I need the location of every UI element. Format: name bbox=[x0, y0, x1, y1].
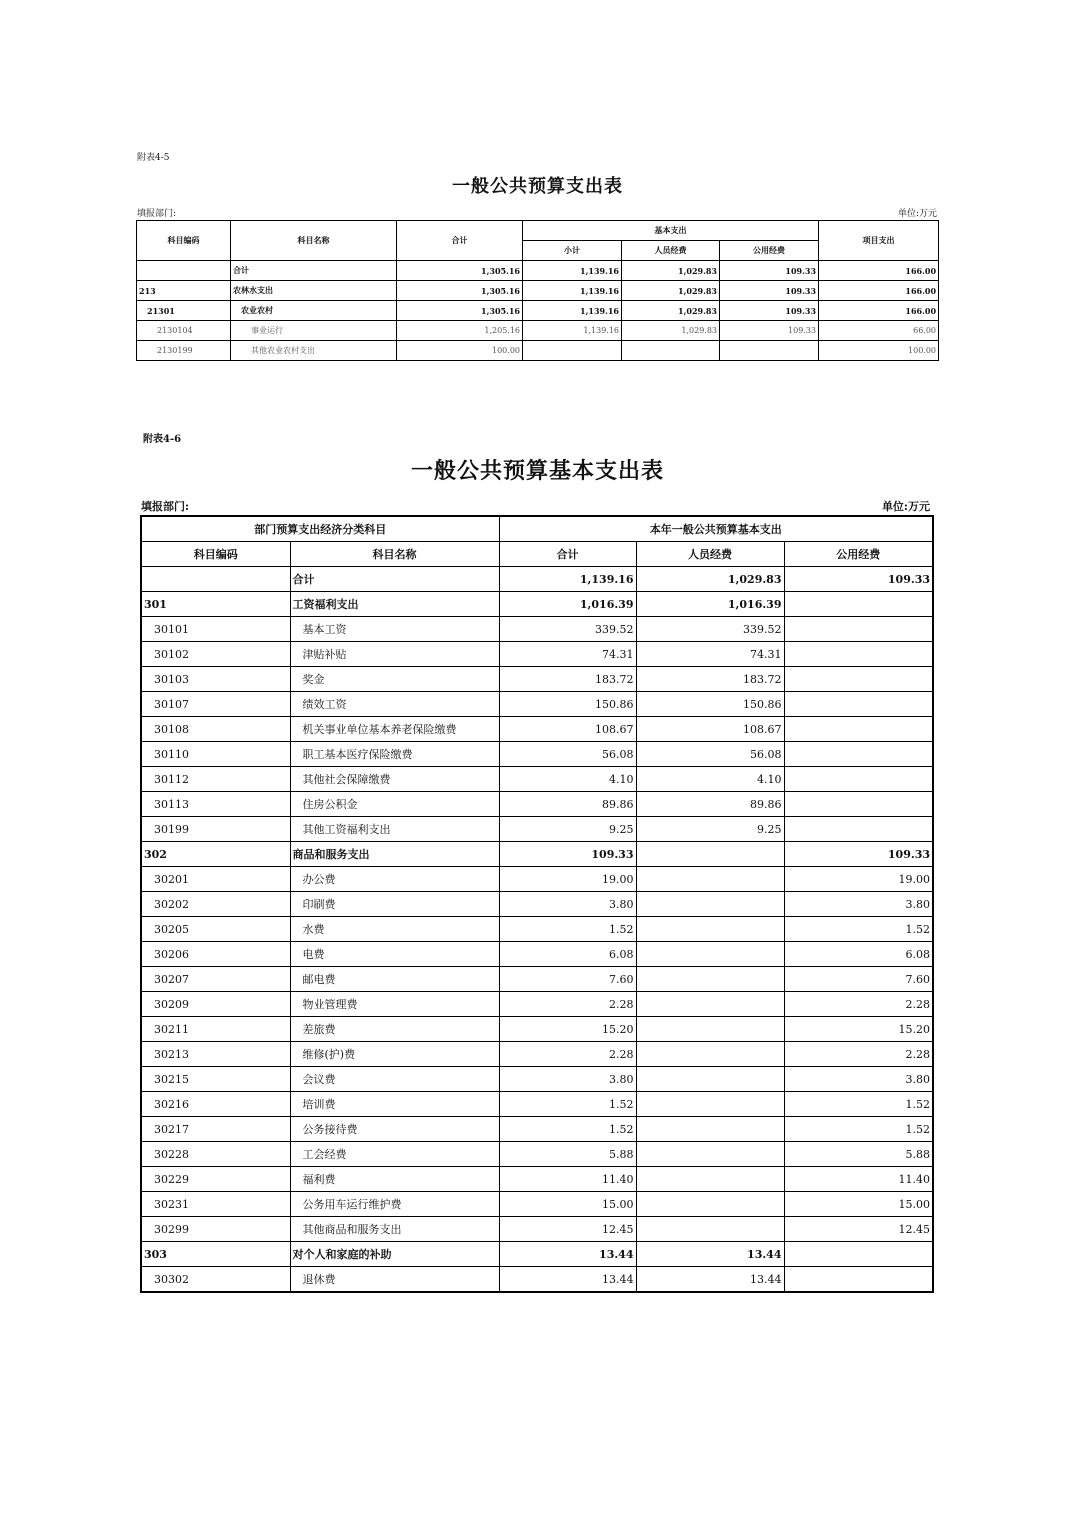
header-personnel: 人员经费 bbox=[636, 542, 784, 567]
cell-personnel bbox=[636, 867, 784, 892]
cell-code: 30113 bbox=[141, 792, 290, 817]
cell-name: 电费 bbox=[290, 942, 499, 967]
header-basic: 基本支出 bbox=[523, 221, 819, 241]
table2-title: 一般公共预算基本支出表 bbox=[410, 458, 664, 484]
table-row bbox=[141, 717, 933, 742]
cell-personnel: 56.08 bbox=[636, 742, 784, 767]
cell-code: 30229 bbox=[141, 1167, 290, 1192]
cell-public bbox=[784, 1267, 933, 1293]
table-row bbox=[137, 301, 939, 321]
cell-name: 福利费 bbox=[290, 1167, 499, 1192]
cell-name: 水费 bbox=[290, 917, 499, 942]
table-row bbox=[137, 341, 939, 361]
cell-public bbox=[784, 767, 933, 792]
cell-name: 商品和服务支出 bbox=[290, 842, 499, 867]
cell-public bbox=[784, 742, 933, 767]
cell-name: 津贴补贴 bbox=[290, 642, 499, 667]
cell-personnel: 13.44 bbox=[636, 1267, 784, 1293]
cell-code: 30108 bbox=[141, 717, 290, 742]
table-row bbox=[141, 592, 933, 617]
cell-code: 30217 bbox=[141, 1117, 290, 1142]
cell-total: 339.52 bbox=[499, 617, 636, 642]
cell-personnel: 9.25 bbox=[636, 817, 784, 842]
table-row bbox=[137, 261, 939, 281]
table1-dept-label: 填报部门: bbox=[137, 209, 177, 219]
cell-subtotal: 1,139.16 bbox=[523, 261, 622, 281]
cell-personnel: 108.67 bbox=[636, 717, 784, 742]
cell-total: 15.20 bbox=[499, 1017, 636, 1042]
cell-name: 住房公积金 bbox=[290, 792, 499, 817]
cell-public: 109.33 bbox=[720, 261, 819, 281]
cell-public: 1.52 bbox=[784, 1092, 933, 1117]
cell-total: 150.86 bbox=[499, 692, 636, 717]
table-row bbox=[141, 1042, 933, 1067]
table-row bbox=[141, 1142, 933, 1167]
cell-personnel: 1,029.83 bbox=[622, 321, 720, 341]
cell-total: 2.28 bbox=[499, 992, 636, 1017]
cell-personnel bbox=[636, 917, 784, 942]
table-row bbox=[141, 642, 933, 667]
cell-total: 9.25 bbox=[499, 817, 636, 842]
cell-personnel bbox=[636, 1167, 784, 1192]
cell-public bbox=[784, 592, 933, 617]
cell-name: 农林水支出 bbox=[231, 281, 397, 301]
cell-total: 11.40 bbox=[499, 1167, 636, 1192]
cell-personnel bbox=[636, 992, 784, 1017]
table-row bbox=[141, 942, 933, 967]
cell-name: 事业运行 bbox=[231, 321, 397, 341]
cell-code: 30216 bbox=[141, 1092, 290, 1117]
cell-name: 其他农业农村支出 bbox=[231, 341, 397, 361]
table-row bbox=[141, 967, 933, 992]
cell-code: 30302 bbox=[141, 1267, 290, 1293]
cell-project: 166.00 bbox=[819, 281, 939, 301]
table-row bbox=[137, 281, 939, 301]
cell-name: 公务用车运行维护费 bbox=[290, 1192, 499, 1217]
cell-personnel: 1,016.39 bbox=[636, 592, 784, 617]
cell-name: 合计 bbox=[231, 261, 397, 281]
cell-public: 19.00 bbox=[784, 867, 933, 892]
cell-name: 奖金 bbox=[290, 667, 499, 692]
cell-public: 109.33 bbox=[720, 281, 819, 301]
header-total: 合计 bbox=[499, 542, 636, 567]
cell-name: 职工基本医疗保险缴费 bbox=[290, 742, 499, 767]
cell-code: 30101 bbox=[141, 617, 290, 642]
cell-total: 13.44 bbox=[499, 1242, 636, 1267]
cell-public bbox=[784, 1242, 933, 1267]
cell-name: 办公费 bbox=[290, 867, 499, 892]
cell-public: 1.52 bbox=[784, 1117, 933, 1142]
table2-dept-label: 填报部门: bbox=[141, 500, 190, 513]
cell-name: 其他商品和服务支出 bbox=[290, 1217, 499, 1242]
header-name: 科目名称 bbox=[290, 542, 499, 567]
cell-personnel bbox=[636, 1142, 784, 1167]
cell-personnel bbox=[636, 942, 784, 967]
cell-name: 对个人和家庭的补助 bbox=[290, 1242, 499, 1267]
cell-code: 30199 bbox=[141, 817, 290, 842]
cell-project: 166.00 bbox=[819, 301, 939, 321]
table-row bbox=[141, 1267, 933, 1293]
cell-public: 5.88 bbox=[784, 1142, 933, 1167]
cell-name: 会议费 bbox=[290, 1067, 499, 1092]
cell-personnel: 13.44 bbox=[636, 1242, 784, 1267]
table-row bbox=[141, 992, 933, 1017]
cell-total: 4.10 bbox=[499, 767, 636, 792]
cell-personnel: 4.10 bbox=[636, 767, 784, 792]
cell-project: 166.00 bbox=[819, 261, 939, 281]
table-row bbox=[141, 767, 933, 792]
header-public: 公用经费 bbox=[784, 542, 933, 567]
cell-code: 30107 bbox=[141, 692, 290, 717]
cell-code: 30112 bbox=[141, 767, 290, 792]
header-code: 科目编码 bbox=[137, 221, 231, 261]
cell-total: 1,305.16 bbox=[397, 281, 523, 301]
cell-total: 3.80 bbox=[499, 1067, 636, 1092]
cell-code: 30207 bbox=[141, 967, 290, 992]
table-row bbox=[141, 667, 933, 692]
header-total: 合计 bbox=[397, 221, 523, 261]
cell-total: 5.88 bbox=[499, 1142, 636, 1167]
cell-name: 其他社会保障缴费 bbox=[290, 767, 499, 792]
cell-personnel bbox=[636, 1117, 784, 1142]
cell-name: 机关事业单位基本养老保险缴费 bbox=[290, 717, 499, 742]
cell-personnel bbox=[636, 1042, 784, 1067]
cell-code: 213 bbox=[137, 281, 231, 301]
cell-total: 1,305.16 bbox=[397, 301, 523, 321]
cell-name: 退休费 bbox=[290, 1267, 499, 1293]
cell-personnel bbox=[636, 1192, 784, 1217]
table2-label: 附表4-6 bbox=[143, 434, 182, 445]
header-project: 项目支出 bbox=[819, 221, 939, 261]
cell-name: 合计 bbox=[290, 567, 499, 592]
header-subtotal: 小计 bbox=[523, 241, 622, 261]
table-row bbox=[141, 1117, 933, 1142]
cell-public: 15.20 bbox=[784, 1017, 933, 1042]
cell-name: 物业管理费 bbox=[290, 992, 499, 1017]
cell-personnel: 150.86 bbox=[636, 692, 784, 717]
cell-total: 15.00 bbox=[499, 1192, 636, 1217]
cell-public: 109.33 bbox=[784, 567, 933, 592]
cell-public: 109.33 bbox=[720, 301, 819, 321]
cell-public: 109.33 bbox=[784, 842, 933, 867]
cell-public: 2.28 bbox=[784, 992, 933, 1017]
cell-personnel: 339.52 bbox=[636, 617, 784, 642]
cell-public: 11.40 bbox=[784, 1167, 933, 1192]
cell-name: 工会经费 bbox=[290, 1142, 499, 1167]
cell-public bbox=[784, 667, 933, 692]
cell-project: 66.00 bbox=[819, 321, 939, 341]
cell-total: 1,305.16 bbox=[397, 261, 523, 281]
cell-total: 89.86 bbox=[499, 792, 636, 817]
cell-code: 30110 bbox=[141, 742, 290, 767]
cell-personnel: 89.86 bbox=[636, 792, 784, 817]
cell-public bbox=[784, 792, 933, 817]
cell-name: 邮电费 bbox=[290, 967, 499, 992]
table-row bbox=[141, 842, 933, 867]
cell-code: 30213 bbox=[141, 1042, 290, 1067]
cell-personnel bbox=[636, 842, 784, 867]
table-row bbox=[141, 567, 933, 592]
cell-code: 2130199 bbox=[137, 341, 231, 361]
basic-expenditure-table bbox=[140, 515, 934, 1293]
table-row bbox=[141, 817, 933, 842]
cell-total: 109.33 bbox=[499, 842, 636, 867]
cell-public bbox=[784, 717, 933, 742]
cell-personnel bbox=[636, 967, 784, 992]
cell-name: 农业农村 bbox=[231, 301, 397, 321]
cell-code: 30209 bbox=[141, 992, 290, 1017]
table-row bbox=[141, 1242, 933, 1267]
cell-personnel: 74.31 bbox=[636, 642, 784, 667]
table-row bbox=[141, 1092, 933, 1117]
cell-total: 56.08 bbox=[499, 742, 636, 767]
cell-total: 1,016.39 bbox=[499, 592, 636, 617]
cell-public: 3.80 bbox=[784, 1067, 933, 1092]
cell-total: 74.31 bbox=[499, 642, 636, 667]
cell-total: 7.60 bbox=[499, 967, 636, 992]
cell-total: 183.72 bbox=[499, 667, 636, 692]
table-row bbox=[141, 867, 933, 892]
cell-total: 1.52 bbox=[499, 1117, 636, 1142]
cell-total: 108.67 bbox=[499, 717, 636, 742]
table-row bbox=[141, 617, 933, 642]
cell-total: 2.28 bbox=[499, 1042, 636, 1067]
cell-code: 303 bbox=[141, 1242, 290, 1267]
header-code: 科目编码 bbox=[141, 542, 290, 567]
cell-personnel bbox=[636, 1217, 784, 1242]
cell-total: 13.44 bbox=[499, 1267, 636, 1293]
cell-code bbox=[141, 567, 290, 592]
cell-name: 维修(护)费 bbox=[290, 1042, 499, 1067]
cell-total: 1.52 bbox=[499, 917, 636, 942]
cell-public: 109.33 bbox=[720, 321, 819, 341]
cell-code: 30205 bbox=[141, 917, 290, 942]
cell-name: 公务接待费 bbox=[290, 1117, 499, 1142]
cell-personnel bbox=[636, 1067, 784, 1092]
table-row bbox=[141, 1067, 933, 1092]
table-row bbox=[141, 1192, 933, 1217]
cell-name: 培训费 bbox=[290, 1092, 499, 1117]
table1-title: 一般公共预算支出表 bbox=[452, 176, 623, 197]
cell-code: 21301 bbox=[137, 301, 231, 321]
table-row bbox=[141, 792, 933, 817]
cell-code: 30103 bbox=[141, 667, 290, 692]
table-row bbox=[141, 1017, 933, 1042]
cell-personnel bbox=[636, 1017, 784, 1042]
header-name: 科目名称 bbox=[231, 221, 397, 261]
cell-public: 1.52 bbox=[784, 917, 933, 942]
cell-personnel: 1,029.83 bbox=[622, 261, 720, 281]
cell-total: 100.00 bbox=[397, 341, 523, 361]
table1-label: 附表4-5 bbox=[137, 153, 170, 163]
cell-code: 30206 bbox=[141, 942, 290, 967]
table-row bbox=[141, 1167, 933, 1192]
table-row bbox=[141, 917, 933, 942]
table-row bbox=[137, 321, 939, 341]
cell-total: 3.80 bbox=[499, 892, 636, 917]
cell-personnel: 1,029.83 bbox=[636, 567, 784, 592]
cell-public: 12.45 bbox=[784, 1217, 933, 1242]
cell-code: 30215 bbox=[141, 1067, 290, 1092]
cell-public: 6.08 bbox=[784, 942, 933, 967]
table-row bbox=[141, 1217, 933, 1242]
table1-unit-label: 单位:万元 bbox=[897, 209, 937, 219]
cell-total: 1,205.16 bbox=[397, 321, 523, 341]
cell-public bbox=[784, 642, 933, 667]
cell-public bbox=[784, 617, 933, 642]
table-row bbox=[141, 742, 933, 767]
cell-name: 印刷费 bbox=[290, 892, 499, 917]
budget-expenditure-table bbox=[136, 220, 939, 361]
cell-code: 302 bbox=[141, 842, 290, 867]
cell-subtotal: 1,139.16 bbox=[523, 301, 622, 321]
header-public: 公用经费 bbox=[720, 241, 819, 261]
cell-name: 其他工资福利支出 bbox=[290, 817, 499, 842]
cell-name: 工资福利支出 bbox=[290, 592, 499, 617]
cell-public bbox=[784, 817, 933, 842]
table-row bbox=[141, 892, 933, 917]
cell-public bbox=[784, 692, 933, 717]
cell-subtotal bbox=[523, 341, 622, 361]
cell-total: 1,139.16 bbox=[499, 567, 636, 592]
cell-personnel bbox=[636, 1092, 784, 1117]
cell-total: 12.45 bbox=[499, 1217, 636, 1242]
cell-personnel: 1,029.83 bbox=[622, 301, 720, 321]
cell-name: 绩效工资 bbox=[290, 692, 499, 717]
cell-code: 30102 bbox=[141, 642, 290, 667]
table-row bbox=[141, 692, 933, 717]
cell-subtotal: 1,139.16 bbox=[523, 321, 622, 341]
table2-unit-label: 单位:万元 bbox=[881, 500, 930, 513]
header-group-right: 本年一般公共预算基本支出 bbox=[499, 516, 933, 542]
cell-code: 301 bbox=[141, 592, 290, 617]
cell-project: 100.00 bbox=[819, 341, 939, 361]
cell-public bbox=[720, 341, 819, 361]
cell-code bbox=[137, 261, 231, 281]
cell-total: 1.52 bbox=[499, 1092, 636, 1117]
header-personnel: 人员经费 bbox=[622, 241, 720, 261]
cell-public: 7.60 bbox=[784, 967, 933, 992]
cell-code: 30231 bbox=[141, 1192, 290, 1217]
cell-personnel bbox=[636, 892, 784, 917]
cell-public: 15.00 bbox=[784, 1192, 933, 1217]
cell-personnel: 183.72 bbox=[636, 667, 784, 692]
cell-name: 差旅费 bbox=[290, 1017, 499, 1042]
cell-code: 30228 bbox=[141, 1142, 290, 1167]
cell-code: 30211 bbox=[141, 1017, 290, 1042]
cell-code: 2130104 bbox=[137, 321, 231, 341]
cell-code: 30299 bbox=[141, 1217, 290, 1242]
cell-personnel: 1,029.83 bbox=[622, 281, 720, 301]
cell-public: 3.80 bbox=[784, 892, 933, 917]
header-group-left: 部门预算支出经济分类科目 bbox=[141, 516, 499, 542]
cell-personnel bbox=[622, 341, 720, 361]
cell-public: 2.28 bbox=[784, 1042, 933, 1067]
cell-total: 6.08 bbox=[499, 942, 636, 967]
cell-subtotal: 1,139.16 bbox=[523, 281, 622, 301]
cell-name: 基本工资 bbox=[290, 617, 499, 642]
cell-code: 30201 bbox=[141, 867, 290, 892]
cell-code: 30202 bbox=[141, 892, 290, 917]
cell-total: 19.00 bbox=[499, 867, 636, 892]
